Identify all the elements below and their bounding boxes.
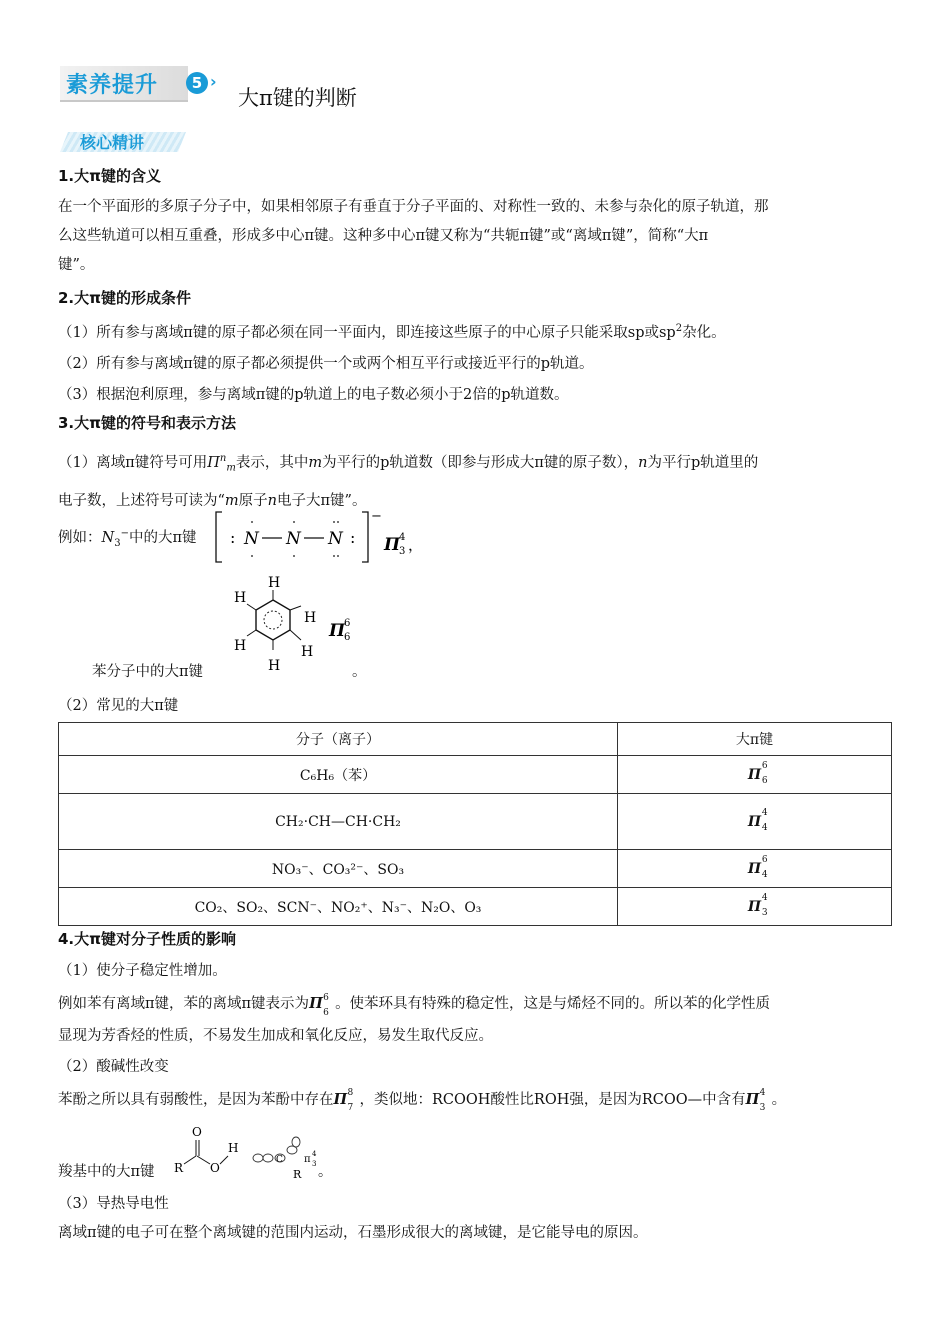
effect-2-paragraph: 苯酚之所以具有弱酸性，是因为苯酚中存在Π 8 7 ，类似地：RCOOH酸性比ROH强，是因为RCOO—中含有Π 4 3 。 xyxy=(58,1088,787,1113)
effect-1-paragraph: 例如苯有离域π键，苯的离域π键表示为Π 6 6 。使苯环具有特殊的稳定性，这是与烯烃不同的。所以苯的化学性质 显现为芳香烃的性质，不易发生加成和氧化反应，易发生取代反应。 xyxy=(58,993,771,1044)
carboxyl-label: 羧基中的大π键 xyxy=(58,1164,155,1180)
heading-2: 2.大π键的形成条件 xyxy=(58,289,192,307)
heading-1: 1.大π键的含义 xyxy=(58,167,162,185)
svg-text:R: R xyxy=(293,1168,302,1181)
svg-text:3: 3 xyxy=(312,1160,317,1168)
effect-3-paragraph: 离域π键的电子可在整个离域键的范围内运动，石墨形成很大的离域键，是它能导电的原因。 xyxy=(58,1225,648,1241)
svg-text:H: H xyxy=(268,658,281,674)
svg-text:Π: Π xyxy=(329,621,346,641)
svg-text:Π: Π xyxy=(384,535,401,555)
svg-text:6: 6 xyxy=(344,618,351,629)
table-row xyxy=(59,756,892,794)
table-cell-pi: Π 6 4 xyxy=(618,850,892,888)
effect-2: （2）酸碱性改变 xyxy=(58,1059,169,1075)
table-cell-pi: Π 6 6 xyxy=(618,756,892,794)
svg-text:O: O xyxy=(192,1125,202,1139)
table-cell-pi: Π 4 4 xyxy=(618,794,892,850)
table-header: 分子（离子） xyxy=(59,723,618,756)
effect-3: （3）导热导电性 xyxy=(58,1196,169,1212)
svg-text::: : xyxy=(230,528,236,547)
heading-4: 4.大π键对分子性质的影响 xyxy=(58,930,237,948)
benzene-label: 苯分子中的大π键 xyxy=(92,664,204,680)
azide-structure xyxy=(210,508,430,568)
azide-atom-2: N xyxy=(286,529,301,549)
azide-atom-3: N xyxy=(328,529,343,549)
benzene-structure xyxy=(225,570,370,680)
svg-text:4: 4 xyxy=(312,1150,317,1158)
page-title: 大π键的判断 xyxy=(238,86,357,110)
svg-text::: : xyxy=(350,528,356,547)
svg-text:H: H xyxy=(304,610,317,626)
svg-text:，: ， xyxy=(408,536,424,554)
azide-atom-1: N xyxy=(244,529,259,549)
svg-text:π: π xyxy=(304,1154,311,1165)
table-header: 大π键 xyxy=(618,723,892,756)
svg-text:4: 4 xyxy=(399,532,406,543)
azide-charge: − xyxy=(371,509,382,524)
table-cell-molecule: CO₂、SO₂、SCN⁻、NO₂⁺、N₃⁻、N₂O、O₃ xyxy=(59,888,618,926)
chevron-right-icon: › xyxy=(210,72,217,91)
svg-text:O: O xyxy=(210,1161,220,1175)
table-cell-molecule: C₆H₆（苯） xyxy=(59,756,618,794)
table-row xyxy=(59,850,892,888)
table-cell-pi: Π 4 3 xyxy=(618,888,892,926)
pi-bond-table xyxy=(58,722,892,926)
effect-1: （1）使分子稳定性增加。 xyxy=(58,963,227,979)
svg-text:H: H xyxy=(228,1141,239,1155)
svg-text:H: H xyxy=(301,644,314,660)
notation-paragraph: （1）离域π键符号可用$\Pi^n_m$表示，其中m为平行的p轨道数（即参与形成大π键的原子数），n为平行p轨道里的 电子数，上述符号可读为“m原子n电子大π键”。 xyxy=(58,453,759,509)
section-tag xyxy=(60,130,186,154)
benzene-end: 。 xyxy=(352,664,367,680)
heading-3: 3.大π键的符号和表示方法 xyxy=(58,414,237,432)
carboxyl-structure xyxy=(172,1120,342,1182)
condition-3: （3）根据泡利原理，参与离域π键的p轨道上的电子数必须小于2倍的p轨道数。 xyxy=(58,386,569,403)
table-row xyxy=(59,888,892,926)
section-tag-label: 核心精讲 xyxy=(80,133,145,152)
svg-text:R: R xyxy=(174,1161,184,1175)
svg-text:H: H xyxy=(234,638,247,654)
badge-text: 素养提升 xyxy=(66,73,159,98)
svg-text:6: 6 xyxy=(344,632,351,643)
table-cell-molecule: NO₃⁻、CO₃²⁻、SO₃ xyxy=(59,850,618,888)
svg-text:H: H xyxy=(268,575,281,591)
svg-text:C: C xyxy=(276,1155,283,1165)
section-badge xyxy=(60,66,217,100)
table-row xyxy=(59,794,892,850)
table-cell-molecule: CH₂·CH—CH·CH₂ xyxy=(59,794,618,850)
table-header-row xyxy=(59,723,892,756)
conditions-list xyxy=(58,313,898,411)
condition-1: （1）所有参与离域π键的原子都必须在同一平面内，即连接这些原子的中心原子只能采取sp或$sp^2$杂化。 xyxy=(58,323,726,341)
svg-text:。: 。 xyxy=(318,1164,332,1180)
common-label: （2）常见的大π键 xyxy=(58,698,179,714)
condition-2: （2）所有参与离域π键的原子都必须提供一个或两个相互平行或接近平行的p轨道。 xyxy=(58,355,594,372)
paragraph-1: 在一个平面形的多原子分子中，如果相邻原子有垂直于分子平面的、对称性一致的、未参与杂化的原子轨道，那 么这些轨道可以相互重叠，形成多中心π键。这种多中心π键又称为“共轭π键”或“离域π键”，简称“大π 键”。 xyxy=(58,199,769,273)
example-azide: 例如：$N_3^-$中的大π键 xyxy=(58,528,197,549)
svg-text:H: H xyxy=(234,590,247,606)
badge-number: 5 xyxy=(186,72,208,94)
svg-text:3: 3 xyxy=(399,546,406,557)
